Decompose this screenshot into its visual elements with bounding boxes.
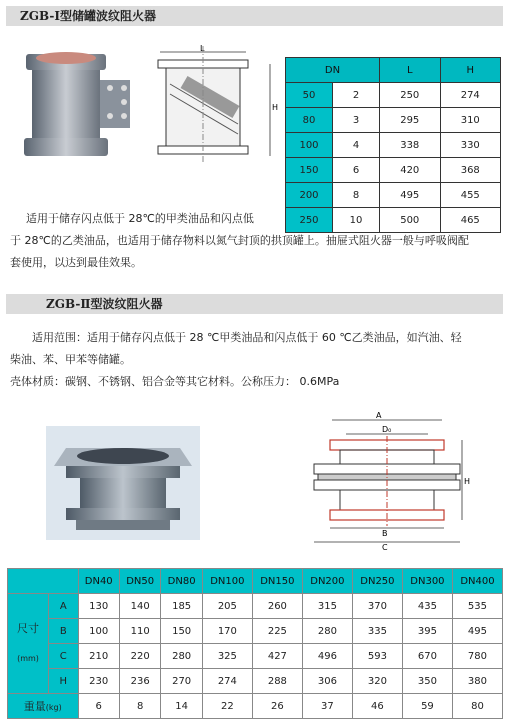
table-row bbox=[286, 108, 501, 133]
table-row bbox=[286, 83, 501, 108]
header-cell: DN400 bbox=[452, 569, 502, 594]
table-cell: 325 bbox=[202, 644, 252, 669]
table-cell: 8 bbox=[333, 183, 380, 208]
header-blank bbox=[8, 569, 79, 594]
table-cell: 230 bbox=[78, 669, 119, 694]
drawing2-label-h: H bbox=[464, 477, 471, 486]
table-cell: 306 bbox=[302, 669, 352, 694]
table-cell: 80 bbox=[452, 694, 502, 719]
table-cell: 37 bbox=[302, 694, 352, 719]
table-row bbox=[8, 619, 503, 644]
table-cell: 315 bbox=[302, 594, 352, 619]
zgb1-product-photo bbox=[14, 46, 144, 166]
table-cell: 274 bbox=[202, 669, 252, 694]
zgb2-section-drawing bbox=[296, 408, 476, 554]
header-cell: DN250 bbox=[352, 569, 402, 594]
header-cell: DN300 bbox=[402, 569, 452, 594]
table-row bbox=[8, 669, 503, 694]
table-cell: 130 bbox=[78, 594, 119, 619]
drawing2-label-c: C bbox=[382, 543, 388, 552]
zgb2-spec-table bbox=[7, 568, 503, 719]
row-key: H bbox=[49, 669, 79, 694]
drawing1-label-h: H bbox=[272, 103, 279, 112]
table-row bbox=[8, 644, 503, 669]
header-cell: DN150 bbox=[252, 569, 302, 594]
section1-title bbox=[6, 6, 503, 26]
table-cell: 670 bbox=[402, 644, 452, 669]
table-cell: 500 bbox=[380, 208, 441, 233]
table-cell: 205 bbox=[202, 594, 252, 619]
table-cell: 496 bbox=[302, 644, 352, 669]
table-header-row bbox=[8, 569, 503, 594]
header-dn: DN bbox=[286, 58, 380, 83]
table-row bbox=[286, 133, 501, 158]
table-cell: 280 bbox=[302, 619, 352, 644]
header-h: H bbox=[440, 58, 501, 83]
table-cell: 335 bbox=[352, 619, 402, 644]
drawing2-label-a: A bbox=[376, 411, 382, 420]
table-row bbox=[286, 183, 501, 208]
table-cell: 46 bbox=[352, 694, 402, 719]
header-cell: DN40 bbox=[78, 569, 119, 594]
section2-title bbox=[6, 294, 503, 314]
section2-para-line1: 适用范围：适用于储存闪点低于 28 ℃甲类油品和闪点低于 60 ℃乙类油品，如汽油、轻 bbox=[32, 331, 462, 344]
size-label: 尺寸 bbox=[17, 621, 39, 635]
table-cell: 250 bbox=[380, 83, 441, 108]
section2-paragraph bbox=[10, 327, 505, 393]
row-key: A bbox=[49, 594, 79, 619]
table-cell: 320 bbox=[352, 669, 402, 694]
table-row bbox=[8, 594, 503, 619]
section1-title-text: ZGB-Ⅰ型储罐波纹阻火器 bbox=[20, 9, 156, 23]
table-cell: 8 bbox=[119, 694, 160, 719]
section1-para-line1: 适用于储存闪点低于 28℃的甲类油品和闪点低 bbox=[26, 212, 254, 225]
table-cell: 26 bbox=[252, 694, 302, 719]
table-cell: 395 bbox=[402, 619, 452, 644]
table-cell: 495 bbox=[452, 619, 502, 644]
drawing1-label-l: L bbox=[200, 44, 205, 53]
table-row-weight bbox=[8, 694, 503, 719]
table-cell: 274 bbox=[440, 83, 501, 108]
section2-title-text: ZGB-Ⅱ型波纹阻火器 bbox=[46, 297, 163, 311]
table-cell: 420 bbox=[380, 158, 441, 183]
unit-label: (mm) bbox=[17, 653, 39, 663]
weight-unit: (kg) bbox=[45, 703, 62, 712]
table-cell: 59 bbox=[402, 694, 452, 719]
table-cell: 295 bbox=[380, 108, 441, 133]
table-cell: 280 bbox=[161, 644, 202, 669]
table-header-row bbox=[286, 58, 501, 83]
table-cell: 50 bbox=[286, 83, 333, 108]
header-cell: DN50 bbox=[119, 569, 160, 594]
table-cell: 780 bbox=[452, 644, 502, 669]
table-cell: 427 bbox=[252, 644, 302, 669]
zgb1-spec-table bbox=[285, 57, 501, 233]
table-cell: 260 bbox=[252, 594, 302, 619]
table-cell: 370 bbox=[352, 594, 402, 619]
table-cell: 225 bbox=[252, 619, 302, 644]
table-cell: 14 bbox=[161, 694, 202, 719]
table-cell: 593 bbox=[352, 644, 402, 669]
table-cell: 535 bbox=[452, 594, 502, 619]
section2-para-line3: 壳体材质：碳钢、不锈钢、铝合金等其它材料。公称压力： 0.6MPa bbox=[10, 375, 340, 388]
table-cell: 338 bbox=[380, 133, 441, 158]
zgb2-product-photo bbox=[46, 426, 200, 540]
table-cell: 185 bbox=[161, 594, 202, 619]
header-cell: DN100 bbox=[202, 569, 252, 594]
section1-para-line2: 于 28℃的乙类油品，也适用于储存物料以氮气封顶的拱顶罐上。抽屉式阻火器一般与呼吸阀配 bbox=[10, 234, 469, 247]
table-cell: 10 bbox=[333, 208, 380, 233]
table-cell: 100 bbox=[78, 619, 119, 644]
table-cell: 6 bbox=[78, 694, 119, 719]
drawing2-label-b: B bbox=[382, 529, 388, 538]
table-cell: 170 bbox=[202, 619, 252, 644]
table-cell: 236 bbox=[119, 669, 160, 694]
table-row bbox=[286, 158, 501, 183]
row-key: B bbox=[49, 619, 79, 644]
table-cell: 380 bbox=[452, 669, 502, 694]
table-cell: 110 bbox=[119, 619, 160, 644]
header-cell: DN80 bbox=[161, 569, 202, 594]
table-cell: 80 bbox=[286, 108, 333, 133]
zgb1-section-drawing bbox=[150, 44, 280, 168]
table-cell: 3 bbox=[333, 108, 380, 133]
table-cell: 140 bbox=[119, 594, 160, 619]
table-cell: 150 bbox=[286, 158, 333, 183]
table-cell: 220 bbox=[119, 644, 160, 669]
table-cell: 22 bbox=[202, 694, 252, 719]
table-cell: 435 bbox=[402, 594, 452, 619]
table-cell: 2 bbox=[333, 83, 380, 108]
table-cell: 100 bbox=[286, 133, 333, 158]
size-label-cell bbox=[8, 594, 49, 694]
table-cell: 495 bbox=[380, 183, 441, 208]
table-cell: 310 bbox=[440, 108, 501, 133]
table-cell: 150 bbox=[161, 619, 202, 644]
table-cell: 288 bbox=[252, 669, 302, 694]
table-cell: 465 bbox=[440, 208, 501, 233]
table-cell: 200 bbox=[286, 183, 333, 208]
header-l: L bbox=[380, 58, 441, 83]
section1-paragraph bbox=[10, 208, 505, 274]
table-cell: 250 bbox=[286, 208, 333, 233]
section2-para-line2: 柴油、苯、甲苯等储罐。 bbox=[10, 353, 131, 366]
row-key: C bbox=[49, 644, 79, 669]
table-cell: 330 bbox=[440, 133, 501, 158]
table-cell: 455 bbox=[440, 183, 501, 208]
table-cell: 210 bbox=[78, 644, 119, 669]
weight-label-cell bbox=[8, 694, 79, 719]
section1-para-line3: 套使用，以达到最佳效果。 bbox=[10, 256, 142, 269]
table-cell: 350 bbox=[402, 669, 452, 694]
weight-label: 重量 bbox=[23, 700, 46, 713]
header-cell: DN200 bbox=[302, 569, 352, 594]
table-cell: 6 bbox=[333, 158, 380, 183]
table-cell: 270 bbox=[161, 669, 202, 694]
drawing2-label-d: D₀ bbox=[382, 425, 392, 434]
table-cell: 368 bbox=[440, 158, 501, 183]
table-cell: 4 bbox=[333, 133, 380, 158]
